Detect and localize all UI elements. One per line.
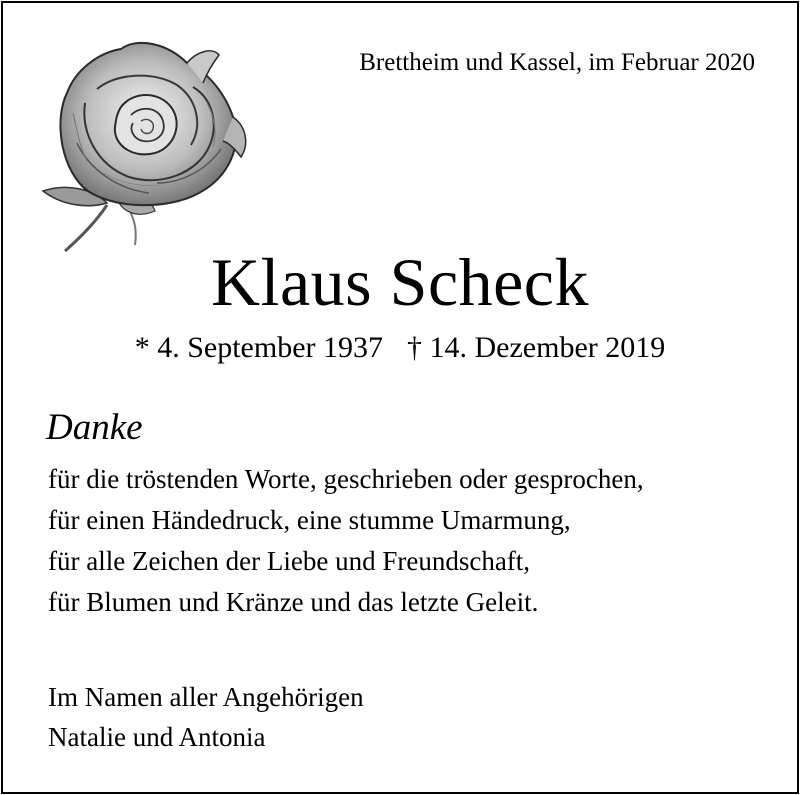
death-date: † 14. Dezember 2019: [407, 331, 666, 364]
rose-icon: [37, 33, 249, 255]
life-dates: [3, 329, 797, 367]
obituary-card: [1, 1, 799, 794]
signature: [48, 677, 364, 757]
thanks-title: Danke: [46, 407, 143, 448]
place-date: Brettheim und Kassel, im Februar 2020: [359, 49, 755, 76]
thanks-line: für einen Händedruck, eine stumme Umarmung,: [48, 505, 571, 535]
thanks-line: für alle Zeichen der Liebe und Freundschaft,: [48, 546, 531, 576]
thanks-line: für Blumen und Kränze und das letzte Geleit.: [48, 587, 539, 617]
signature-line: Im Namen aller Angehörigen: [48, 682, 364, 712]
signature-names: Natalie und Antonia: [48, 722, 266, 752]
thanks-text: [48, 459, 644, 623]
birth-date: * 4. September 1937: [134, 331, 384, 364]
deceased-name: Klaus Scheck: [210, 244, 589, 320]
thanks-line: für die tröstenden Worte, geschrieben oder gesprochen,: [48, 464, 644, 494]
